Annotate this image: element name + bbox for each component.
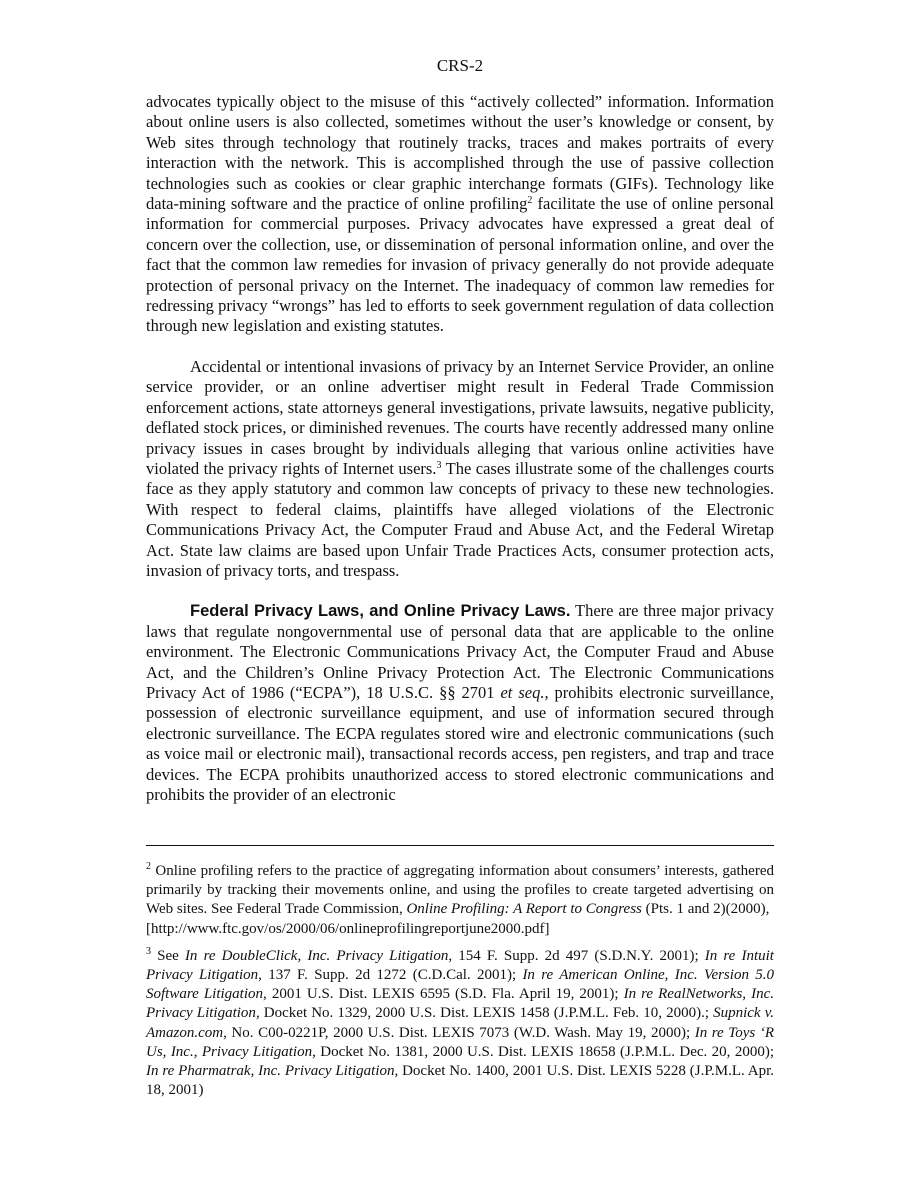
fn3-t2: , 137 F. Supp. 2d 1272 (C.D.Cal. 2001); — [258, 967, 523, 984]
footnotes — [146, 862, 774, 1108]
footnote-ref-3[interactable]: 3 — [436, 459, 442, 471]
footnote-2-url[interactable]: [http://www.ftc.gov/os/2000/06/onlineprofilingreportjune2000.pdf] — [146, 920, 550, 937]
fn3-case-4: In re RealNetworks, Inc. Privacy Litigation — [146, 986, 774, 1022]
fn3-t5: , No. C00-0221P, 2000 U.S. Dist. LEXIS 7073 (W.D. Wash. May 19, 2000); — [223, 1024, 695, 1041]
section-heading: Federal Privacy Laws, and Online Privacy Laws. — [190, 602, 571, 621]
footnote-2-title: Online Profiling: A Report to Congress — [406, 901, 642, 918]
p3-text-a: There are three major privacy laws that regulate nongovernmental use of personal data that are applicable to the online environment. The Electronic Communications Privacy Act, the Computer Fraud and Abuse Act, and the Children’s Online Privacy Protection Act. The Electronic Communications Privacy Act of 1986 (“ECPA”), 18 U.S.C. §§ 2701 — [146, 601, 774, 702]
footnote-2-text-b: (Pts. 1 and 2)(2000), — [641, 901, 770, 918]
fn3-t1: , 154 F. Supp. 2d 497 (S.D.N.Y. 2001); — [448, 947, 705, 964]
fn3-case-6: In re Toys ‘R Us, Inc., Privacy Litigation — [146, 1024, 774, 1060]
fn3-t7: , Docket No. 1400, 2001 U.S. Dist. LEXIS 5228 (J.P.M.L. Apr. 18, 2001) — [146, 1063, 774, 1099]
p2-text-a: Accidental or intentional invasions of privacy by an Internet Service Provider, an online service provider, or an online advertiser might result in Federal Trade Commission enforcement actions, state attorneys general investigations, private lawsuits, negative publicity, deflated stock prices, or diminished revenues. The courts have recently addressed many online privacy issues in cases brought by individuals alleging that various online activities have violated the privacy rights of Internet users. — [146, 356, 774, 478]
p3-italic: et seq., — [500, 682, 549, 702]
fn3-case-7: In re Pharmatrak, Inc. Privacy Litigation — [146, 1063, 395, 1080]
fn3-s0: See — [151, 947, 185, 964]
fn3-case-3: In re American Online, Inc. Version 5.0 Software Litigation — [146, 967, 774, 1003]
footnote-2 — [146, 862, 774, 939]
footnote-divider — [146, 845, 774, 846]
fn3-case-2: In re Intuit Privacy Litigation — [146, 947, 774, 984]
fn3-t6: , Docket No. 1381, 2000 U.S. Dist. LEXIS 18658 (J.P.M.L. Dec. 20, 2000); — [312, 1043, 774, 1060]
p3-text-b: prohibits electronic surveillance, possession of electronic surveillance equipment, and use of information secured through electronic surveillance. The ECPA regulates stored wire and electronic communications (such as voice mail or electronic mail), transactional records access, pen registers, and trap and trace devices. The ECPA prohibits unauthorized access to stored electronic communications and prohibits the provider of an electronic — [146, 682, 774, 804]
footnote-3 — [146, 947, 774, 1101]
footnote-2-marker: 2 — [146, 861, 151, 872]
p2-text-b: The cases illustrate some of the challenges courts face as they apply statutory and common law concepts of privacy to these new technologies. With respect to federal claims, plaintiffs have alleged violations of the Electronic Communications Privacy Act, the Computer Fraud and Abuse Act, and the Federal Wiretap Act. State law claims are based upon Unfair Trade Practices Acts, consumer protection acts, invasion of privacy torts, and trespass. — [146, 458, 774, 580]
paragraph-3 — [146, 601, 774, 805]
fn3-case-1: In re DoubleClick, Inc. Privacy Litigation — [184, 947, 449, 964]
footnote-ref-2[interactable]: 2 — [527, 195, 533, 207]
fn3-case-5: Supnick v. Amazon.com — [146, 1005, 774, 1041]
fn3-t4: , Docket No. 1329, 2000 U.S. Dist. LEXIS 1458 (J.P.M.L. Feb. 10, 2000).; — [255, 1005, 714, 1022]
paragraph-2 — [146, 357, 774, 581]
p1-text-b: facilitate the use of online personal information for commercial purposes. Privacy advocates have expressed a great deal of concern over the collection, use, or dissemination of personal information online, and over the fact that the common law remedies for invasion of privacy generally do not provide adequate protection of personal privacy on the Internet. The inadequacy of common law remedies for redressing privacy “wrongs” has led to efforts to seek government regulation of data collection through new legislation and existing statutes. — [146, 194, 774, 336]
page-number-header: CRS-2 — [436, 56, 484, 75]
footnote-3-marker: 3 — [146, 945, 151, 957]
paragraph-1 — [146, 92, 774, 337]
p1-text-a: advocates typically object to the misuse of this “actively collected” information. Information about online users is also collected, sometimes without the user’s knowledge or consent, by Web sites through technology that routinely tracks, traces and makes portraits of every interaction with the network. This is accomplished through the use of passive collection technologies such as cookies or clear graphic interchange formats (GIFs). Technology like data-mining software and the practice of online profiling — [146, 92, 774, 214]
fn3-t3: , 2001 U.S. Dist. LEXIS 6595 (S.D. Fla. April 19, 2001); — [263, 986, 624, 1003]
body-text — [146, 92, 774, 825]
footnote-2-text-a: Online profiling refers to the practice of aggregating information about consumers’ interests, gathered primarily by tracking their movements online, and using the profiles to create targeted advertising on Web sites. See Federal Trade Commission, — [146, 863, 774, 918]
